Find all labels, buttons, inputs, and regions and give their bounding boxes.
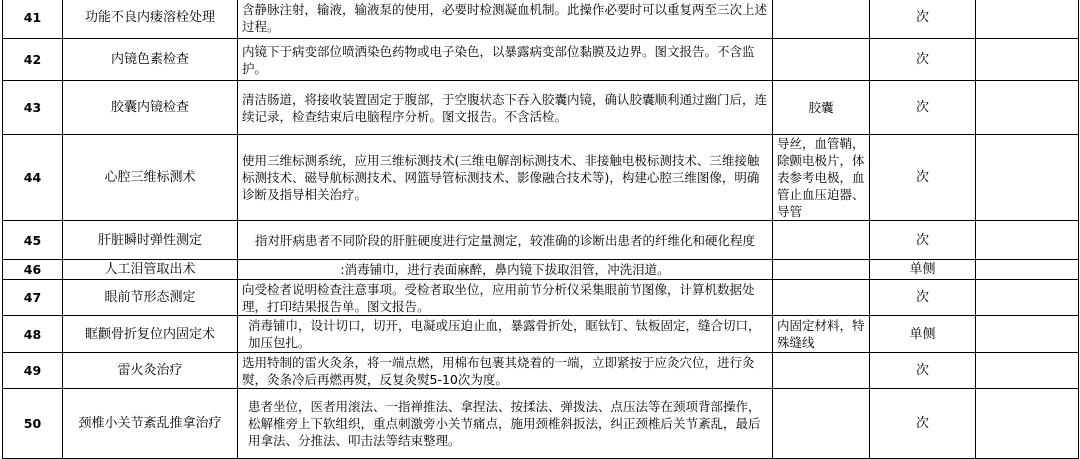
table-row [3,81,1079,135]
item-number: 42 [3,39,63,81]
table-row [3,39,1079,81]
item-description: :消毒铺巾，进行表面麻醉，鼻内镜下拔取泪管，冲洗泪道。 [238,260,773,280]
item-material: 胶囊 [773,81,870,135]
item-number: 41 [3,0,63,39]
item-unit: 次 [870,280,976,316]
item-name: 心腔三维标测术 [63,135,238,221]
item-description: 向受检者说明检查注意事项。受检者取坐位，应用前节分析仪采集眼前节图像，计算机数据处理，打印结果报告单。图文报告。 [238,280,773,316]
table-row [3,280,1079,316]
item-description: 内镜下于病变部位喷洒染色药物或电子染色，以暴露病变部位黏膜及边界。图文报告。不含监护。 [238,39,773,81]
item-material: 导丝，血管鞘，除颤电极片，体表参考电极，血管止血压迫器、导管 [773,135,870,221]
table-row [3,221,1079,260]
item-unit: 次 [870,353,976,389]
item-name: 人工泪管取出术 [63,260,238,280]
item-note [976,39,1079,81]
item-material [773,39,870,81]
item-name: 雷火灸治疗 [63,353,238,389]
item-number: 45 [3,221,63,260]
table-row [3,353,1079,389]
item-unit: 单侧 [870,316,976,353]
item-unit: 单侧 [870,260,976,280]
item-description: 患者坐位，医者用滚法、一指禅推法、拿捏法、按揉法、弹拨法、点压法等在颈项背部操作，松解椎旁上下软组织，重点刺激旁小关节痛点，施用颈椎斜扳法，纠正颈椎后关节紊乱，最后用拿法、分推法、叩击法等结束整理。 [238,389,773,459]
item-unit: 次 [870,221,976,260]
item-name: 肝脏瞬时弹性测定 [63,221,238,260]
item-note [976,353,1079,389]
table-row [3,0,1079,39]
fee-item-table [2,0,1079,459]
item-material [773,389,870,459]
item-name: 眼前节形态测定 [63,280,238,316]
item-number: 43 [3,81,63,135]
item-material [773,221,870,260]
item-unit: 次 [870,389,976,459]
item-note [976,280,1079,316]
item-unit: 次 [870,135,976,221]
item-name: 内镜色素检查 [63,39,238,81]
item-material [773,260,870,280]
item-number: 48 [3,316,63,353]
item-name: 功能不良内瘘溶栓处理 [63,0,238,39]
item-note [976,316,1079,353]
item-unit: 次 [870,0,976,39]
item-description: 指对肝病患者不同阶段的肝脏硬度进行定量测定，较准确的诊断出患者的纤维化和硬化程度 [238,221,773,260]
item-note [976,135,1079,221]
item-note [976,81,1079,135]
table-row [3,316,1079,353]
item-note [976,389,1079,459]
item-unit: 次 [870,81,976,135]
item-description: 选用特制的雷火灸条，将一端点燃，用棉布包裹其烧着的一端，立即紧按于应灸穴位，进行灸熨，灸条冷后再燃再熨，反复灸熨5-10次为度。 [238,353,773,389]
item-note [976,0,1079,39]
item-description: 含静脉注射，输液，输液泵的使用，必要时检测凝血机制。此操作必要时可以重复两至三次上述过程。 [238,0,773,39]
item-note [976,260,1079,280]
item-description: 使用三维标测系统，应用三维标测技术(三维电解剖标测技术、非接触电极标测技术、三维接触标测技术、磁导航标测技术、网篮导管标测技术、影像融合技术等)，构建心腔三维图像，明确诊断及指导相关治疗。 [238,135,773,221]
item-number: 49 [3,353,63,389]
item-name: 胶囊内镜检查 [63,81,238,135]
item-number: 44 [3,135,63,221]
item-material [773,0,870,39]
item-note [976,221,1079,260]
item-number: 50 [3,389,63,459]
item-description: 清洁肠道，将接收装置固定于腹部，于空腹状态下吞入胶囊内镜，确认胶囊顺利通过幽门后，连续记录，检查结束后电脑程序分析。图文报告。不含活检。 [238,81,773,135]
table-row [3,135,1079,221]
table-row [3,389,1079,459]
item-number: 46 [3,260,63,280]
item-material [773,280,870,316]
item-material [773,353,870,389]
item-name: 颈椎小关节紊乱推拿治疗 [63,389,238,459]
item-unit: 次 [870,39,976,81]
item-material: 内固定材料，特殊缝线 [773,316,870,353]
table-row [3,260,1079,280]
item-description: 消毒铺巾，设计切口，切开，电凝或压迫止血，暴露骨折处，眶钛钉、钛板固定，缝合切口，加压包扎。 [238,316,773,353]
item-name: 眶颧骨折复位内固定术 [63,316,238,353]
item-number: 47 [3,280,63,316]
